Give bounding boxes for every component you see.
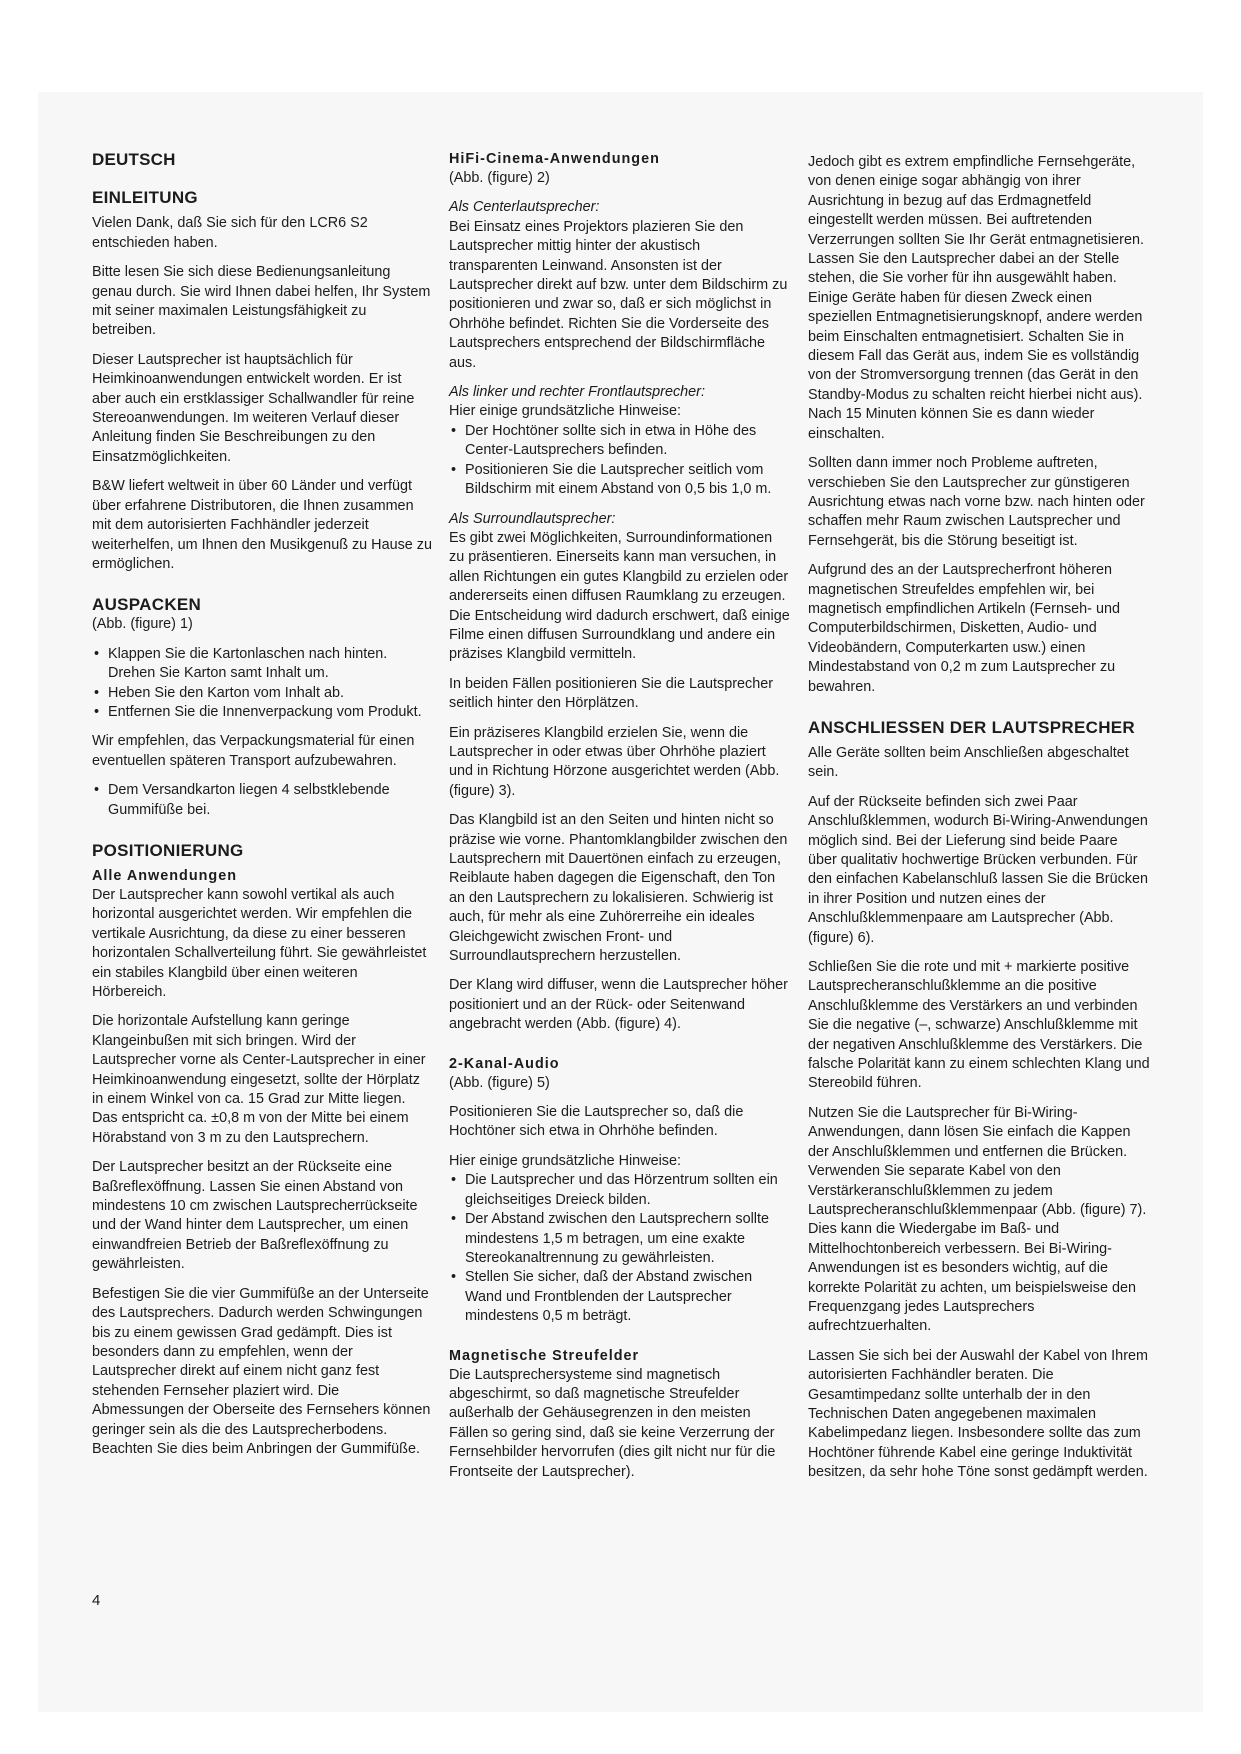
column-2: [449, 150, 791, 1492]
paragraph: Nutzen Sie die Lautsprecher für Bi-Wiring-Anwendungen, dann lösen Sie einfach die Kappen der Anschlußklemmen und entfernen die Brücken. Verwenden Sie separate Kabel von den Verstärkeranschlußklemmen zu jedem Lautsprecheranschlußklemmenpaar (Abb. (figure) 7). Dies kann die Wiedergabe im Baß- und Mittelhochtonbereich verbessern. Bei Bi-Wiring-Anwendungen ist es besonders wichtig, auf die korrekte Polarität zu achten, um beispielsweise den Frequenzgang jedes Lautsprechers aufrechtzuerhalten.: [808, 1104, 1147, 1335]
lead-text: Hier einige grundsätzliche Hinweise:: [449, 403, 681, 420]
column-3: [808, 153, 1150, 1493]
front-label: Als linker und rechter Frontlautsprecher:: [449, 384, 705, 401]
figure-reference: (Abb. (figure) 1): [92, 616, 193, 633]
paragraph: Ein präziseres Klangbild erzielen Sie, wenn die Lautsprecher in oder etwas über Ohrhöhe plaziert und in Richtung Hörzone ausgerichtet werden (Abb. (figure) 3).: [449, 724, 780, 799]
bullet-list: [449, 1171, 791, 1326]
figure-reference: (Abb. (figure) 2): [449, 170, 550, 186]
paragraph: Das Klangbild ist an den Seiten und hinten nicht so präzise wie vorne. Phantomklangbilder zwischen den Lautsprechern mit Dauertönen einfach zu erzeugen, Reiblaute haben dagegen die Eigenschaft, den Ton an den Lautsprechern zu lokalisieren. Schwierig ist auch, für mehr als eine Zuhörerreihe ein ideales Gleichgewicht zwischen Front- und Surroundlautsprechern herzustellen.: [449, 812, 788, 965]
bullet-list: [92, 781, 434, 820]
paragraph: Befestigen Sie die vier Gummifüße an der Unterseite des Lautsprechers. Dadurch werden Schwingungen bis zu einem gewissen Grad gedämpft. Dies ist besonders dann zu empfehlen, wenn der Lautsprecher direkt auf einem nicht ganz fest stehenden Fernseher plaziert wird. Die Abmessungen der Oberseite des Fernsehers können geringer sein als die des Lautsprecherbodens. Beachten Sie dies beim Anbringen der Gummifüße.: [92, 1285, 431, 1457]
paragraph: Es gibt zwei Möglichkeiten, Surroundinformationen zu präsentieren. Einerseits kann man versuchen, in allen Richtungen ein gutes Klangbild zu erzielen oder andererseits einen diffusen Raumklang zu erzeugen. Die Entscheidung wird dadurch erschwert, daß einige Filme einen diffusen Surroundklang und andere ein präzises Klangbild vermitteln.: [449, 529, 790, 663]
magnetische-streufelder-heading: Magnetische Streufelder: [449, 1347, 640, 1364]
auspacken-heading: AUSPACKEN: [92, 595, 202, 615]
list-item: • Klappen Sie die Kartonlaschen nach hinten. Drehen Sie Karton samt Inhalt um.: [92, 645, 434, 684]
paragraph: Auf der Rückseite befinden sich zwei Paar Anschlußklemmen, wodurch Bi-Wiring-Anwendungen möglich sind. Bei der Lieferung sind beide Paare über qualitativ hochwertige Brücken verbunden. Für den einfachen Kabelanschluß lassen Sie die Brücken in ihrer Position und nutzen eines der Anschlußklemmenpaare am Lautsprecher (Abb. (figure) 6).: [808, 793, 1148, 946]
paragraph: Der Lautsprecher kann sowohl vertikal als auch horizontal ausgerichtet werden. Wir empfehlen die vertikale Ausrichtung, da diese zu einer besseren horizontalen Schallverteilung führt. Sie gewährleistet ein stabiles Klangbild über einen weiteren Hörbereich.: [92, 886, 427, 1000]
paragraph: Schließen Sie die rote und mit + markierte positive Lautsprecheranschlußklemme an die positive Anschlußklemme des Verstärkers an und verbinden Sie die negative (–, schwarze) Anschlußklemme mit der negativen Anschlußklemme des Verstärkers. Die falsche Polarität kann zu einem schlechten Klang und Stereobild führen.: [808, 959, 1150, 1092]
center-label: Als Centerlautsprecher:: [449, 199, 600, 216]
list-item: • Stellen Sie sicher, daß der Abstand zwischen Wand und Frontblenden der Lautsprecher mindestens 0,5 m beträgt.: [449, 1268, 791, 1326]
hifi-cinema-heading: HiFi-Cinema-Anwendungen: [449, 151, 660, 167]
figure-reference: (Abb. (figure) 5): [449, 1074, 550, 1091]
column-1: [92, 150, 434, 1469]
einleitung-heading: EINLEITUNG: [92, 188, 198, 208]
paragraph: Alle Geräte sollten beim Anschließen abgeschaltet sein.: [808, 744, 1129, 781]
bullet-list: [449, 422, 791, 500]
anschliessen-heading: ANSCHLIESSEN DER LAUTSPRECHER: [808, 717, 1136, 737]
page-number: 4: [92, 1592, 101, 1609]
paragraph: Bitte lesen Sie sich diese Bedienungsanleitung genau durch. Sie wird Ihnen dabei helfen, Ihr System mit seiner maximalen Leistungsfähigkeit zu betreiben.: [92, 264, 431, 339]
list-item: • Entfernen Sie die Innenverpackung vom Produkt.: [92, 703, 434, 722]
language-heading: DEUTSCH: [92, 150, 176, 169]
list-item: • Der Abstand zwischen den Lautsprechern sollte mindestens 1,5 m betragen, um eine exakte Stereokanaltrennung zu gewährleisten.: [449, 1210, 791, 1268]
paragraph: Der Lautsprecher besitzt an der Rückseite eine Baßreflexöffnung. Lassen Sie einen Abstand von mindestens 10 cm zwischen Lautsprecherrückseite und der Wand hinter dem Lautsprecher, um einen einwandfreien Betrieb der Baßreflexöffnung zu gewährleisten.: [92, 1159, 418, 1273]
list-item: • Dem Versandkarton liegen 4 selbstklebende Gummifüße bei.: [92, 781, 434, 820]
paragraph: Der Klang wird diffuser, wenn die Lautsprecher höher positioniert und an der Rück- oder Seitenwand angebracht werden (Abb. (figure) 4).: [449, 977, 788, 1033]
paragraph: In beiden Fällen positionieren Sie die Lautsprecher seitlich hinter den Hörplätzen.: [449, 675, 774, 712]
paragraph: Dieser Lautsprecher ist hauptsächlich für Heimkinoanwendungen entwickelt worden. Er ist aber auch ein erstklassiger Schallwandler für reine Stereoanwendungen. Im weiteren Verlauf dieser Anleitung finden Sie Beschreibungen zu den Einsatzmöglichkeiten.: [92, 351, 415, 465]
paragraph: Positionieren Sie die Lautsprecher so, daß die Hochtöner sich etwa in Ohrhöhe befinden.: [449, 1104, 744, 1140]
lead-text: Hier einige grundsätzliche Hinweise:: [449, 1152, 681, 1169]
zweikanal-heading: 2-Kanal-Audio: [449, 1055, 560, 1072]
positionierung-heading: POSITIONIERUNG: [92, 840, 244, 860]
list-item: • Heben Sie den Karton vom Inhalt ab.: [92, 684, 434, 703]
paragraph: Vielen Dank, daß Sie sich für den LCR6 S2 entschieden haben.: [92, 215, 368, 251]
bullet-list: [92, 645, 434, 723]
surround-label: Als Surroundlautsprecher:: [449, 510, 616, 527]
alle-anwendungen-subheading: Alle Anwendungen: [92, 867, 237, 884]
paragraph: Aufgrund des an der Lautsprecherfront höheren magnetischen Streufeldes empfehlen wir, bei magnetisch empfindlichen Artikeln (Fernseh- und Computerbildschirmen, Disketten, Audio- und Videobändern, Computerkarten usw.) einen Mindestabstand von 0,2 m zum Lautsprecher zu bewahren.: [808, 562, 1120, 695]
paragraph: Jedoch gibt es extrem empfindliche Fernsehgeräte, von denen einige sogar abhängig von ihrer Ausrichtung in bezug auf das Erdmagnetfeld eingestellt werden müssen. Bei auftretenden Verzerrungen sollten Sie Ihr Gerät entmagnetisieren. Lassen Sie den Lautsprecher dabei an der Stelle stehen, die Sie vorher für ihn ausgewählt haben. Einige Geräte haben für diesen Zweck einen speziellen Entmagnetisierungsknopf, andere werden beim Einschalten entmagnetisiert. Schalten Sie in diesem Fall das Gerät aus, indem Sie es vollständig von der Stromversorgung trennen (das Gerät in den Standby-Modus zu schalten reicht hierbei nicht aus). Nach 15 Minuten können Sie es dann wieder einschalten.: [808, 154, 1144, 442]
paragraph: Sollten dann immer noch Probleme auftreten, verschieben Sie den Lautsprecher zur günstigeren Ausrichtung etwas nach vorne bzw. nach hinten oder schaffen mehr Raum zwischen Lautsprecher und Fernsehgerät, bis die Störung beseitigt ist.: [808, 455, 1145, 549]
list-item: • Positionieren Sie die Lautsprecher seitlich vom Bildschirm mit einem Abstand von 0,5 bis 1,0 m.: [449, 461, 791, 500]
paragraph: Die Lautsprechersysteme sind magnetisch abgeschirmt, so daß magnetische Streufelder außerhalb der Gehäusegrenzen in den meisten Fällen so gering sind, daß sie keine Verzerrung der Fernsehbilder hervorrufen (dies gilt nicht nur für die Frontseite der Lautsprecher).: [449, 1366, 776, 1480]
paragraph: Die horizontale Aufstellung kann geringe Klangeinbußen mit sich bringen. Wird der Lautsprecher vorne als Center-Lautsprecher in einer Heimkinoanwendung eingesetzt, sollte der Hörplatz in einem Winkel von ca. 15 Grad zur Mitte liegen. Das entspricht ca. ±0,8 m von der Mitte bei einem Hörabstand von 3 m zu den Lautsprechern.: [92, 1013, 426, 1146]
paragraph: B&W liefert weltweit in über 60 Länder und verfügt über erfahrene Distributoren, die Ihnen zusammen mit dem autorisierten Fachhändler jederzeit weiterhelfen, um Ihnen den Musikgenuß zu Hause zu ermöglichen.: [92, 478, 432, 572]
list-item: • Die Lautsprecher und das Hörzentrum sollten ein gleichseitiges Dreieck bilden.: [449, 1171, 791, 1210]
paragraph: Bei Einsatz eines Projektors plazieren Sie den Lautsprecher mittig hinter der akustisch transparenten Leinwand. Ansonsten ist der Lautsprecher direkt auf bzw. unter dem Bildschirm zu positionieren und zwar so, daß er sich möglichst in Ohrhöhe befindet. Richten Sie die Vorderseite des Lautsprechers entsprechend der Bildschirmfläche aus.: [449, 218, 788, 371]
paragraph: Lassen Sie sich bei der Auswahl der Kabel von Ihrem autorisierten Fachhändler beraten. Die Gesamtimpedanz sollte unterhalb der in den Technischen Daten angegebenen maximalen Kabelimpedanz liegen. Insbesondere sollte das zum Hochtöner führende Kabel eine geringe Induktivität besitzen, da sehr hohe Töne sonst gedämpft werden.: [808, 1347, 1148, 1481]
paragraph: Wir empfehlen, das Verpackungsmaterial für einen eventuellen späteren Transport aufzubewahren.: [92, 733, 415, 769]
list-item: • Der Hochtöner sollte sich in etwa in Höhe des Center-Lautsprechers befinden.: [449, 422, 791, 461]
